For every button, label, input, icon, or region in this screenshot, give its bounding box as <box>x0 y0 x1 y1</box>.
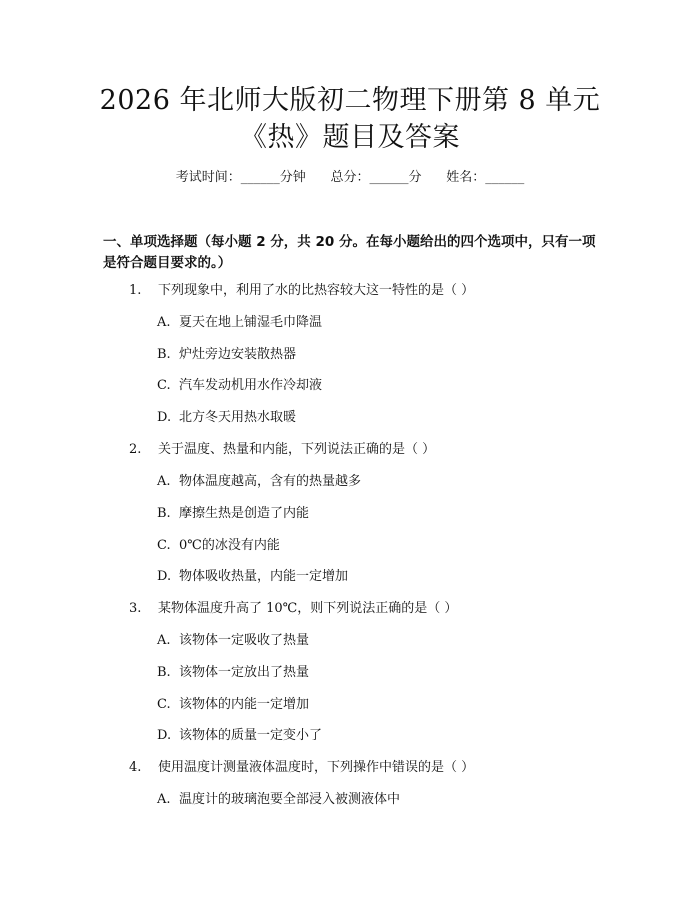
section-heading: 一、单项选择题（每小题 2 分，共 20 分。在每小题给出的四个选项中，只有一项是符合题目要求的。） <box>103 234 596 271</box>
option-text: 该物体的内能一定增加 <box>179 697 310 712</box>
option-text: 物体吸收热量，内能一定增加 <box>179 569 349 584</box>
question-number: 2. <box>129 442 142 457</box>
option-letter: D. <box>157 569 172 584</box>
option-3c <box>157 696 309 714</box>
option-text: 物体温度越高，含有的热量越多 <box>179 474 362 489</box>
option-letter: B. <box>157 347 171 362</box>
question-text: 关于温度、热量和内能，下列说法正确的是（ ） <box>158 442 436 457</box>
option-1a <box>157 314 322 332</box>
option-text: 北方冬天用热水取暖 <box>179 410 297 425</box>
question-1 <box>129 282 474 300</box>
option-letter: C. <box>157 697 171 712</box>
question-text: 某物体温度升高了 10℃，则下列说法正确的是（ ） <box>158 601 458 616</box>
option-1c <box>157 377 322 395</box>
option-letter: B. <box>157 506 171 521</box>
option-letter: A. <box>157 474 171 489</box>
option-letter: A. <box>157 792 171 807</box>
option-letter: A. <box>157 633 171 648</box>
option-3d <box>157 727 322 745</box>
question-2 <box>129 441 435 459</box>
question-number: 3. <box>129 601 142 616</box>
option-text: 夏天在地上铺湿毛巾降温 <box>179 315 323 330</box>
option-3b <box>157 664 309 682</box>
question-4 <box>129 759 474 777</box>
option-2a <box>157 473 361 491</box>
option-text: 该物体一定放出了热量 <box>179 665 310 680</box>
option-1d <box>157 409 296 427</box>
option-letter: B. <box>157 665 171 680</box>
option-2c <box>157 537 280 555</box>
option-text: 摩擦生热是创造了内能 <box>179 506 310 521</box>
option-4a <box>157 791 400 809</box>
question-number: 4. <box>129 760 142 775</box>
option-text: 汽车发动机用水作冷却液 <box>179 378 323 393</box>
exam-info-line: 考试时间：______分钟 总分：______分 姓名：______ <box>175 170 525 185</box>
question-3 <box>129 600 457 618</box>
option-letter: D. <box>157 410 172 425</box>
option-1b <box>157 346 296 364</box>
option-letter: C. <box>157 378 171 393</box>
option-2b <box>157 505 309 523</box>
option-text: 温度计的玻璃泡要全部浸入被测液体中 <box>179 792 401 807</box>
question-text: 下列现象中，利用了水的比热容较大这一特性的是（ ） <box>158 283 475 298</box>
option-letter: C. <box>157 538 171 553</box>
option-letter: D. <box>157 728 172 743</box>
page-title-line-2: 《热》题目及答案 <box>240 122 460 153</box>
option-text: 0℃的冰没有内能 <box>179 538 280 553</box>
option-letter: A. <box>157 315 171 330</box>
question-text: 使用温度计测量液体温度时，下列操作中错误的是（ ） <box>158 760 475 775</box>
option-2d <box>157 568 348 586</box>
option-text: 该物体一定吸收了热量 <box>179 633 310 648</box>
option-text: 炉灶旁边安装散热器 <box>179 347 297 362</box>
question-number: 1. <box>129 283 142 298</box>
option-3a <box>157 632 309 650</box>
page-title-line-1: 2026 年北师大版初二物理下册第 8 单元 <box>99 85 601 116</box>
option-text: 该物体的质量一定变小了 <box>179 728 323 743</box>
